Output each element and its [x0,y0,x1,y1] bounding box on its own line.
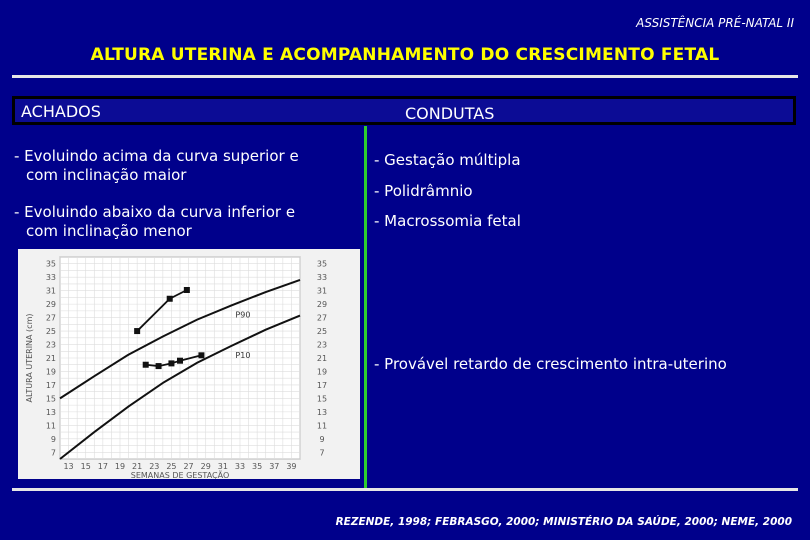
y-tick-label-right: 21 [316,354,328,363]
y-tick-label: 27 [45,313,56,323]
x-tick-label: 13 [63,462,74,471]
data-point [177,358,183,364]
y-tick-label: 33 [45,273,56,283]
findings-column-header: ACHADOS [21,102,101,121]
y-tick-label-right: 9 [319,434,325,444]
x-tick-label: 17 [97,462,108,471]
finding-item [14,147,299,185]
data-point [184,287,190,293]
column-divider [364,126,367,488]
x-tick-label: 19 [114,462,126,471]
slide-title: ALTURA UTERINA E ACOMPANHAMENTO DO CRESCIMENTO FETAL [90,45,720,65]
y-tick-label-right: 13 [316,407,328,417]
actions-column-header: CONDUTAS [405,104,495,123]
y-tick-label: 15 [45,394,56,404]
action-item: - Polidrâmnio [374,182,473,200]
y-tick-label-right: 17 [316,380,328,390]
finding-line: com inclinação maior [26,166,187,184]
y-tick-label: 21 [45,354,56,363]
y-tick-label: 13 [45,407,56,417]
data-point [198,352,204,358]
finding-item [14,203,295,241]
x-tick-label: 15 [80,462,91,471]
x-tick-label: 27 [183,462,194,471]
y-tick-label-right: 31 [316,286,328,296]
y-tick-label: 35 [45,259,56,269]
y-tick-label: 23 [45,340,56,350]
x-tick-label: 35 [252,462,263,471]
data-point [167,296,173,302]
data-point [168,360,174,366]
series-label: P90 [235,310,251,320]
x-tick-label: 21 [132,462,143,471]
x-tick-label: 25 [166,462,177,471]
y-tick-label: 7 [50,448,56,458]
y-tick-label-right: 29 [316,300,328,310]
y-tick-label-right: 15 [316,394,328,404]
finding-line: com inclinação menor [26,222,192,240]
x-tick-label: 31 [217,462,228,471]
y-tick-label-right: 23 [316,340,328,350]
y-tick-label-right: 35 [316,259,328,269]
x-axis-label: SEMANAS DE GESTAÇÃO [130,471,230,479]
y-tick-label-right: 19 [316,367,328,377]
y-tick-label: 25 [45,327,56,337]
action-item: - Gestação múltipla [374,151,521,169]
title-divider [12,75,798,78]
x-tick-label: 37 [269,462,280,471]
data-point [134,328,140,334]
bottom-divider [12,488,798,491]
y-tick-label-right: 7 [319,448,325,458]
y-tick-label-right: 25 [316,327,328,337]
y-tick-label: 19 [45,367,56,377]
y-tick-label-right: 11 [316,421,328,431]
growth-chart-svg [18,249,360,479]
growth-chart [18,249,360,479]
x-tick-label: 29 [200,462,211,471]
y-tick-label: 29 [45,300,56,310]
x-tick-label: 33 [234,462,246,471]
table-header [12,96,796,125]
data-point [156,363,162,369]
y-tick-label: 31 [45,286,56,296]
y-tick-label: 11 [45,421,56,431]
y-tick-label: 17 [45,380,56,390]
series-label: P10 [235,350,251,360]
y-tick-label: 9 [50,434,56,444]
y-axis-label: ALTURA UTERINA (cm) [25,313,34,403]
data-point [143,362,149,368]
action-item: - Macrossomia fetal [374,212,521,230]
references-footer: REZENDE, 1998; FEBRASGO, 2000; MINISTÉRIO DA SAÚDE, 2000; NEME, 2000 [335,516,792,528]
y-tick-label-right: 33 [316,273,328,283]
slide-header-tag: ASSISTÊNCIA PRÉ-NATAL II [636,16,794,30]
x-tick-label: 39 [286,462,297,471]
x-tick-label: 23 [149,462,160,471]
y-tick-label-right: 27 [316,313,328,323]
action-item: - Provável retardo de crescimento intra-uterino [374,355,727,373]
finding-line: - Evoluindo abaixo da curva inferior e [14,203,296,221]
finding-line: - Evoluindo acima da curva superior e [14,147,299,165]
